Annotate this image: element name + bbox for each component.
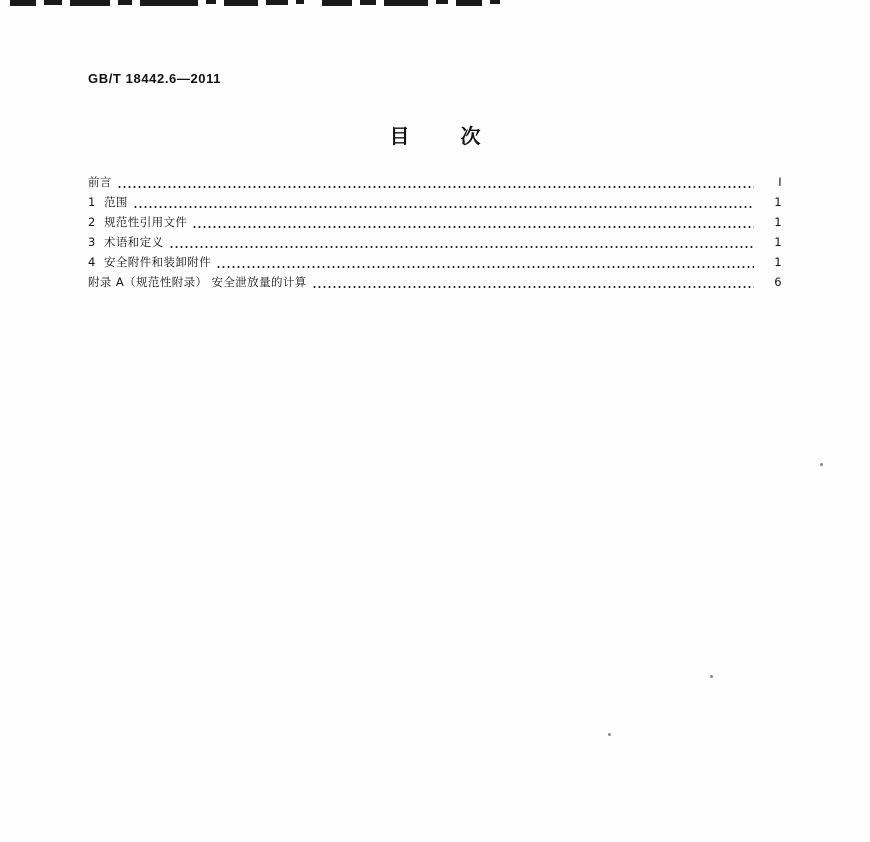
toc-entry-label: 范围 xyxy=(104,195,128,209)
toc-entry-annex-a[interactable] xyxy=(88,272,782,292)
scan-artifact-bar xyxy=(0,0,870,14)
toc-leader-dots xyxy=(216,258,754,272)
toc-page-number: 1 xyxy=(774,235,782,249)
toc-entry-foreword[interactable] xyxy=(88,172,782,192)
page-title: 目 次 xyxy=(389,124,503,148)
toc-entry-label: 术语和定义 xyxy=(104,235,164,249)
toc-entry-label: 附录 A（规范性附录） 安全泄放量的计算 xyxy=(88,275,307,289)
toc-page-number: 6 xyxy=(774,275,782,289)
toc-entry-label: 安全附件和装卸附件 xyxy=(104,255,212,269)
scan-speck xyxy=(608,733,611,736)
toc-leader-dots xyxy=(192,218,754,232)
toc-leader-dots xyxy=(169,238,755,252)
toc-leader-dots xyxy=(117,178,754,192)
toc-entry-label: 规范性引用文件 xyxy=(104,215,188,229)
toc-entry-number: 4 xyxy=(88,255,96,269)
toc-leader-dots xyxy=(312,278,754,292)
table-of-contents xyxy=(88,172,782,292)
toc-page-number: I xyxy=(778,175,782,189)
toc-page-number: 1 xyxy=(774,255,782,269)
scan-speck xyxy=(820,463,823,466)
standard-number: GB/T 18442.6—2011 xyxy=(88,71,222,86)
toc-entry-scope[interactable] xyxy=(88,192,782,212)
toc-entry-number: 3 xyxy=(88,235,96,249)
toc-entry-label: 前言 xyxy=(88,175,112,189)
toc-entry-terms-and-definitions[interactable] xyxy=(88,232,782,252)
scan-speck xyxy=(710,675,713,678)
toc-entry-number: 2 xyxy=(88,215,96,229)
toc-leader-dots xyxy=(133,198,754,212)
toc-page-number: 1 xyxy=(774,195,782,209)
toc-entry-number: 1 xyxy=(88,195,96,209)
toc-page-number: 1 xyxy=(774,215,782,229)
toc-entry-safety-and-loading-accessories[interactable] xyxy=(88,252,782,272)
toc-entry-normative-references[interactable] xyxy=(88,212,782,232)
